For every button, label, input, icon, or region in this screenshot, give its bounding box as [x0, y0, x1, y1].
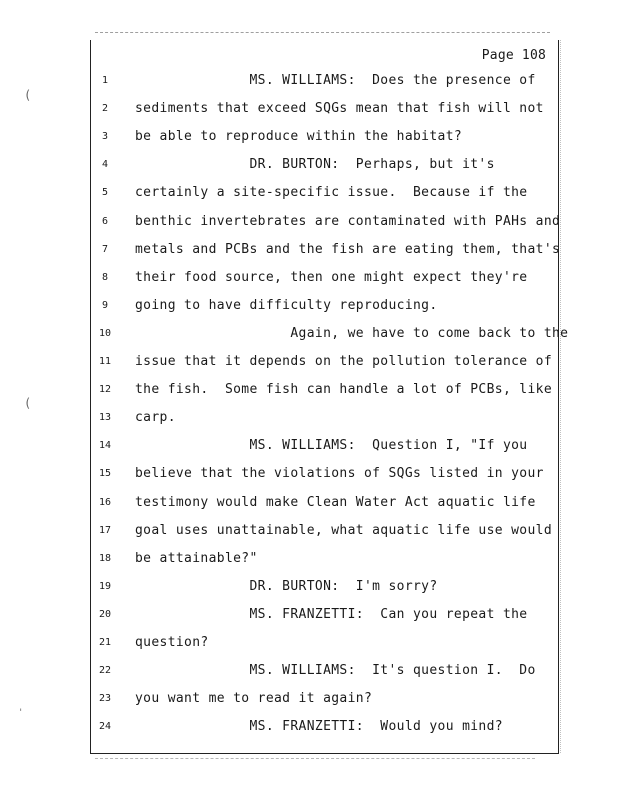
line-text: carp.	[135, 410, 176, 426]
line-number: 21	[98, 637, 112, 648]
line-text: the fish. Some fish can handle a lot of PCBs, like	[135, 382, 553, 398]
line-number: 13	[98, 412, 112, 424]
transcript-line	[0, 326, 618, 346]
line-text: goal uses unattainable, what aquatic life use would	[135, 522, 553, 538]
line-number: 8	[101, 271, 109, 283]
transcript-line	[0, 607, 618, 627]
line-text: sediments that exceed SQGs mean that fish will not	[135, 101, 544, 117]
transcript-line	[0, 691, 618, 711]
transcript-line	[0, 438, 618, 458]
transcript-line	[0, 551, 618, 571]
line-number: 6	[101, 215, 109, 227]
line-text: going to have difficulty reproducing.	[135, 297, 438, 313]
transcript-line	[0, 466, 618, 486]
line-text: be attainable?"	[135, 550, 258, 566]
margin-hole-mark: (	[24, 396, 32, 410]
line-number: 4	[101, 159, 109, 171]
line-number: 15	[98, 468, 112, 480]
line-text: testimony would make Clean Water Act aquatic life	[135, 494, 536, 510]
line-number: 1	[101, 75, 109, 86]
line-number: 7	[101, 243, 109, 255]
line-text: Again, we have to come back to the	[135, 325, 569, 341]
line-number: 23	[98, 693, 112, 705]
margin-hole-mark: '	[18, 708, 24, 718]
scan-footer-artifact	[95, 758, 535, 762]
transcript-line	[0, 382, 618, 402]
line-number: 10	[98, 327, 112, 339]
transcript-line	[0, 185, 618, 205]
line-number: 18	[98, 552, 112, 564]
transcript-line	[0, 410, 618, 430]
scan-header-artifact	[95, 32, 550, 36]
transcript-line	[0, 495, 618, 515]
transcript-line	[0, 73, 618, 93]
line-number: 5	[101, 187, 109, 199]
transcript-line	[0, 129, 618, 149]
line-number: 16	[98, 496, 112, 508]
line-number: 17	[98, 524, 112, 536]
line-text: you want me to read it again?	[135, 691, 373, 707]
page-number: Page 108	[481, 48, 546, 63]
line-text: MS. WILLIAMS: It's question I. Do	[135, 663, 536, 679]
line-text: MS. WILLIAMS: Does the presence of	[135, 73, 536, 88]
line-text: certainly a site-specific issue. Because if the	[135, 185, 528, 201]
line-number: 14	[98, 440, 112, 452]
transcript-line	[0, 719, 618, 739]
line-text: issue that it depends on the pollution tolerance of	[135, 354, 553, 369]
line-number: 19	[98, 580, 112, 592]
line-text: believe that the violations of SQGs listed in your	[135, 466, 544, 482]
line-text: their food source, then one might expect they're	[135, 269, 528, 285]
transcript-line	[0, 579, 618, 599]
line-number: 2	[101, 103, 109, 115]
line-number: 12	[98, 384, 112, 396]
transcript-line	[0, 157, 618, 177]
line-text: benthic invertebrates are contaminated with PAHs and	[135, 213, 561, 229]
line-number: 24	[98, 721, 112, 733]
line-text: be able to reproduce within the habitat?	[135, 129, 463, 145]
line-text: DR. BURTON: Perhaps, but it's	[135, 157, 495, 173]
transcript-line	[0, 214, 618, 234]
transcript-line	[0, 523, 618, 543]
line-text: MS. FRANZETTI: Would you mind?	[135, 719, 503, 735]
transcript-line	[0, 635, 618, 655]
transcript-line	[0, 354, 618, 374]
line-text: DR. BURTON: I'm sorry?	[135, 578, 438, 594]
line-number: 11	[98, 356, 112, 367]
line-number: 3	[101, 131, 109, 143]
line-text: MS. FRANZETTI: Can you repeat the	[135, 606, 528, 622]
line-number: 22	[98, 665, 112, 677]
transcript-line	[0, 270, 618, 290]
line-number: 20	[98, 608, 112, 620]
line-number: 9	[101, 299, 109, 311]
line-text: question?	[135, 635, 209, 650]
transcript-line	[0, 663, 618, 683]
line-text: MS. WILLIAMS: Question I, "If you	[135, 438, 528, 454]
margin-hole-mark: (	[24, 88, 32, 102]
line-text: metals and PCBs and the fish are eating them, that's	[135, 241, 561, 257]
transcript-line	[0, 101, 618, 121]
transcript-line	[0, 298, 618, 318]
transcript-line	[0, 242, 618, 262]
